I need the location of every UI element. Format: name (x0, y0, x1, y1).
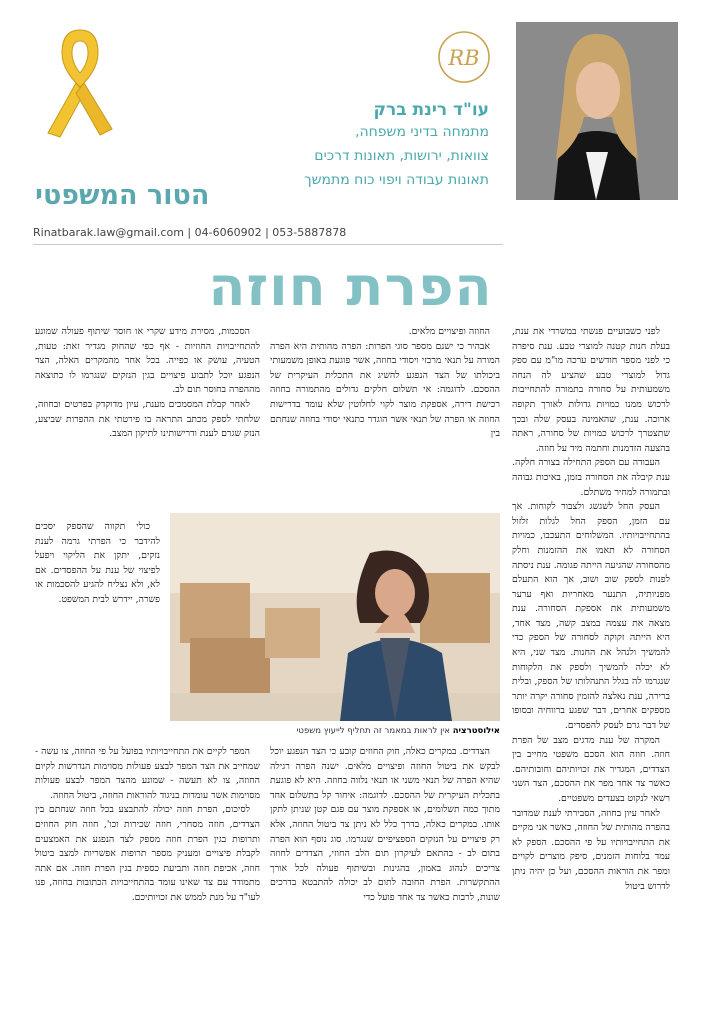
paragraph: כולי תקווה שהספק יסכים להידבר כי הפרתי גרמה לענת נזקים, יתקן את הליקוי ויפעל לפיצוי של ענת על ההפסדים. אם לא, ולא נצליח להגיע להסכמות או פשרה, יידרש לבית המשפט. (35, 521, 160, 605)
paragraph: המקרה של ענת מדגים מצב של הפרת חוזה. חוזה הוא הסכם משפטי מחייב בין הצדדים, המגדיר את זכויותיהם וחובותיהם. כאשר צד אחד מפר את ההסכם, הצד השני רשאי לנקוט בצעדים משפטיים. (512, 734, 670, 804)
paragraph: לפני כשבועיים פנשתי במשרדי את ענת, בעלת חנות קטנה למוצרי טבע. ענת סיפרה כי לפני מספר חודשים ערכה מו"מ עם ספק גדול למוצרי טבע שהציע לה הנחה משמעותית על סחורה בתמורה להתחייבות לרכוש ממנו כמויות גדולות לאורך תקופה ארוכה. ענת, שהאמינה בעסק שלה ובכך שתצטרך לרכוש כמויות של סחורה, ראתה בהצעה הזדמנות וחתמה מיד על חוזה. (512, 326, 670, 454)
paragraph: הסכמות, מסירת מידע שקרי או חוסר שיתוף פעולה שמונע להתחייבויות החוזיות - אף כפי שהחוק מגדיר זאת: טעות, הטעיה, עושק או כפייה. בכל אחד מהמקרים האלה, הצד הנפגע יוכל לתבוע פיצויים בגין הנזקים שנגרמו לו כתוצאה מההפרה בחוסר תום לב. (35, 326, 260, 396)
illustration-photo (170, 513, 500, 721)
yellow-ribbon-icon (40, 25, 120, 145)
divider (33, 244, 503, 245)
article-headline: הפרת חוזה (208, 255, 493, 318)
contact-info: Rinatbarak.law@gmail.com | 04-6060902 | 053-5887878 (33, 226, 347, 239)
article-column-right (512, 325, 670, 1005)
rb-logo (437, 30, 491, 84)
paragraph: אבהיר כי ישנם מספר סוגי הפרות: הפרה מהותית היא הפרה המורה על תנאי מרכזי ויסודי בחוזה, אשר פוגעת באופן משמעותי ביכולתו של הצד הנפגע להשיג את התכלית העיקרית של ההסכם. לדוגמה: אי תשלום חלקים גדולים מהתמורה בחוזה רכישת דירה, אספקת מוצר לקוי לחלוטין שלא עומד בדרישות החוזה או הפרה של תנאי אשר הוגדר כתנאי יסודי בחוזה שנחתם בין (270, 340, 500, 440)
lawyer-portrait (516, 22, 678, 200)
paragraph: לאחר קבלת המסמכים מענת, עיון מדוקדק בפרטים ובחוזה, שלחתי לספק מכתב התראה בו פירטתי את ההפרות שביצע, הנזק שגרם לענת ודרישותינו לתיקון המצב. (35, 398, 260, 440)
photo-caption (170, 726, 500, 736)
column-title: הטור המשפטי (35, 180, 210, 211)
article-column-middle-top (270, 325, 500, 512)
paragraph: הצדדים. במקרים כאלה, חוק החוזים קובע כי הצד הנפגע יוכל לבקש את ביטול החוזה ופיצויים מלאים. ישנה הפרה רגילה שהיא הפרה של תנאי משני או תנאי נלווה בחוזה. היא לא פוגעת בתכלית העיקרית של ההסכם. לדוגמה: איחור קל בתשלום אחד מתוך כמה תשלומים, או אספקת מוצר עם פגם קטן שניתן לתקן אותו. במקרים כאלה, בדרך כלל לא ניתן צד ביטול החוזה, אלא רק פיצויים על הנזקים הספציפיים שנגרמו. סוג נוסף הוא הפרה בתום לב - בהתאם לעיקרון תום הלב החוזי, הצדדים לחוזה צריכים לנהוג באמון, בהגינות ובשיתוף פעולה לכל אורך ההתקשרות. הפרת החובה לתום לב יכולה להתבטא בדרכים שונות, לרבות כאשר צד אחד פועל כדי (270, 746, 500, 903)
paragraph: העסק החל לשגשג ולצבור לקוחות. אך עם הזמן, הספק החל לגלות זלזול בהתחייבויותיו. המשלוחים התעכבו, כמויות הסחורה לא תאמו את ההזמנות וחלק מהסחורה שהגיעה הייתה פגומה. ענת ניסתה לפנות לספק שוב ושוב, אך הוא התעלם מפניותיה, התנער מאחריות ואף ערער משמעותית את אספקת הסחורה. ענת מצאה את עצמה במצב קשה, מצד אחד, היא הייתה זקוקה לסחורה של הספק כדי להמשיך ולנהל את החנות. מצד שני, היא לא יכלה להמשיך ולספק את הלקוחות שנגרמו לה בגלל התנהלותו של הספק, ובלית ברירה, ענת נאלצה להזמין סחורה יקרה יותר מספקים אחרים, דבר שפגע ברווחיה ובסופו של דבר גרם לעסק להפסדים. (512, 501, 670, 732)
specialty-line-3: תאונות עבודה ויפוי כוח מתמשך (304, 172, 489, 188)
paragraph: המפר לקיים את התחייבויותיו בפועל על פי החוזה, צו עשה - שמחייב את הצד המפר לבצע פעולות מסוימות הנדרשות לקיום החוזה, צו לא תעשה - שמונע מהצד המפר לבצע פעולות מסוימות אשר עומדות בניגוד להוראות החוזה, ביטול החוזה. (35, 746, 260, 801)
paragraph: לסיכום, הפרת חוזה יכולה להתבצע בכל חוזה שנחתם בין הצדדים, חוזה מסחרי, חוזה שכירות וכו', חוזה חוק החוזים ותרופות בגין הפרת חוזה מספק לצד הנפגע את האמצעים לקבלת פיצויים ומעניק מספר תרופות אפשריות למצב ביטול חוזה, אכיפת חוזה ותביעת כספית בגין הפרת חוזה. אם אתה מתמודד עם צד שאינו עומד בהתחייבויות הכתובות בחוזה, פנו לעו"ד על מנת לממש את זכויותיכם. (35, 804, 260, 903)
lawyer-name: עו"ד רינת ברק (373, 100, 489, 120)
caption-text: אין לראות במאמר זה תחליף לייעוץ משפטי (296, 726, 453, 736)
article-column-left-mid (35, 520, 160, 720)
specialty-line-1: מתמחה בדיני משפחה, (355, 124, 489, 140)
paragraph: לאחר עיון בחוזה, הסבירתי לענת שמדובר בהפרה מהותית של החוזה, כאשר אני מקיים את התחייבויותיו על פי ההסכם. הספק לא עמד בלוחות הזמנים, סיפק מוצרים לקויים ומפר את הוראות ההסכם, ועל כן יהיה ניתן לדרוש ביטול (512, 807, 670, 892)
article-column-middle-bottom (270, 745, 500, 1007)
paragraph: העבודה עם הספק התחילה בצורה חלקה. ענת קיבלה את הסחורה בזמן, באיכות גבוהה ובתמורה למחיר משתלם. (512, 457, 670, 498)
article-column-left-top (35, 325, 260, 512)
specialty-line-2: צוואות, ירושות, תאונות דרכים (314, 148, 489, 164)
svg-text:RB: RB (448, 46, 480, 70)
paragraph: החוזה ופיצויים מלאים. (408, 326, 490, 337)
article-column-left-bottom (35, 745, 260, 1007)
caption-label: אילוסטרציה (452, 726, 500, 736)
